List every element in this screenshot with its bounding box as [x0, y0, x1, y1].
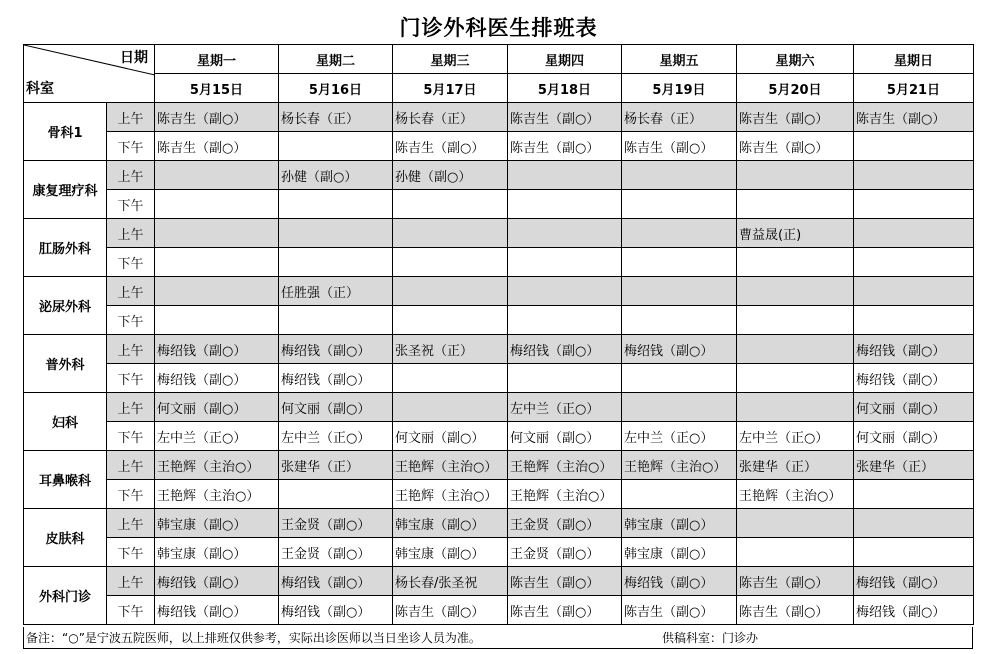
- schedule-cell: 梅绍钱（副○）: [155, 364, 279, 393]
- day-header: 星期二: [279, 45, 393, 74]
- schedule-cell: 杨长春/张圣祝: [393, 567, 508, 596]
- schedule-cell: 梅绍钱（副○）: [854, 364, 974, 393]
- schedule-cell: 孙健（副○）: [393, 161, 508, 190]
- schedule-cell: [737, 393, 854, 422]
- schedule-cell: 左中兰（正○）: [155, 422, 279, 451]
- schedule-cell: [508, 161, 622, 190]
- schedule-cell: [622, 393, 737, 422]
- schedule-cell: [393, 393, 508, 422]
- department-name: 康复理疗科: [24, 161, 107, 219]
- schedule-row: [24, 538, 974, 567]
- schedule-cell: 杨长春（正）: [393, 103, 508, 132]
- department-name: 普外科: [24, 335, 107, 393]
- schedule-cell: [279, 132, 393, 161]
- schedule-cell: 张建华（正）: [737, 451, 854, 480]
- schedule-cell: [508, 306, 622, 335]
- schedule-cell: 梅绍钱（副○）: [279, 567, 393, 596]
- page-title: 门诊外科医生排班表: [399, 16, 598, 40]
- period-label: 下午: [107, 596, 155, 625]
- period-label: 下午: [107, 132, 155, 161]
- schedule-cell: [854, 306, 974, 335]
- schedule-cell: 张圣祝（正）: [393, 335, 508, 364]
- period-label: 下午: [107, 422, 155, 451]
- schedule-cell: 张建华（正）: [854, 451, 974, 480]
- date-header: 5月15日: [155, 74, 279, 103]
- schedule-cell: 陈吉生（副○）: [737, 103, 854, 132]
- schedule-cell: 梅绍钱（副○）: [622, 335, 737, 364]
- date-header: 5月21日: [854, 74, 974, 103]
- schedule-cell: 陈吉生（副○）: [393, 596, 508, 625]
- schedule-cell: [854, 480, 974, 509]
- schedule-row: [24, 190, 974, 219]
- schedule-cell: [393, 219, 508, 248]
- period-label: 上午: [107, 393, 155, 422]
- schedule-cell: 王艳辉（主治○）: [508, 451, 622, 480]
- schedule-row: [24, 364, 974, 393]
- schedule-cell: 何文丽（副○）: [508, 422, 622, 451]
- schedule-cell: 梅绍钱（副○）: [508, 335, 622, 364]
- schedule-cell: 陈吉生（副○）: [508, 567, 622, 596]
- schedule-cell: [155, 219, 279, 248]
- schedule-cell: [737, 335, 854, 364]
- schedule-cell: [155, 277, 279, 306]
- schedule-cell: 王艳辉（主治○）: [155, 451, 279, 480]
- schedule-cell: [155, 190, 279, 219]
- schedule-cell: [737, 538, 854, 567]
- schedule-cell: [279, 480, 393, 509]
- day-header: 星期一: [155, 45, 279, 74]
- date-header: 5月16日: [279, 74, 393, 103]
- schedule-cell: 梅绍钱（副○）: [155, 335, 279, 364]
- period-label: 上午: [107, 103, 155, 132]
- schedule-cell: 左中兰（正○）: [622, 422, 737, 451]
- period-label: 下午: [107, 306, 155, 335]
- schedule-cell: [854, 161, 974, 190]
- schedule-cell: 陈吉生（副○）: [622, 132, 737, 161]
- date-header: 5月19日: [622, 74, 737, 103]
- schedule-cell: [737, 509, 854, 538]
- schedule-cell: 陈吉生（副○）: [508, 132, 622, 161]
- department-name: 妇科: [24, 393, 107, 451]
- schedule-cell: 陈吉生（副○）: [508, 596, 622, 625]
- schedule-row: [24, 596, 974, 625]
- schedule-row: [24, 306, 974, 335]
- schedule-row: [24, 451, 974, 480]
- schedule-row: [24, 219, 974, 248]
- date-header: 5月20日: [737, 74, 854, 103]
- schedule-cell: [737, 364, 854, 393]
- schedule-cell: 王艳辉（主治○）: [737, 480, 854, 509]
- schedule-cell: 何文丽（副○）: [854, 393, 974, 422]
- schedule-row: [24, 393, 974, 422]
- schedule-cell: [393, 190, 508, 219]
- schedule-row: [24, 277, 974, 306]
- schedule-cell: 王金贤（副○）: [508, 538, 622, 567]
- header-row-days: [24, 45, 974, 74]
- schedule-cell: 何文丽（副○）: [854, 422, 974, 451]
- schedule-cell: [622, 161, 737, 190]
- schedule-cell: 何文丽（副○）: [279, 393, 393, 422]
- schedule-cell: [854, 132, 974, 161]
- schedule-cell: 王艳辉（主治○）: [393, 451, 508, 480]
- schedule-row: [24, 480, 974, 509]
- schedule-cell: [622, 364, 737, 393]
- date-header: 5月17日: [393, 74, 508, 103]
- schedule-cell: [279, 190, 393, 219]
- schedule-cell: 王艳辉（主治○）: [155, 480, 279, 509]
- schedule-cell: [155, 306, 279, 335]
- schedule-cell: 陈吉生（副○）: [508, 103, 622, 132]
- schedule-cell: 左中兰（正○）: [279, 422, 393, 451]
- date-header: 5月18日: [508, 74, 622, 103]
- schedule-cell: 陈吉生（副○）: [155, 103, 279, 132]
- schedule-cell: 王艳辉（主治○）: [622, 451, 737, 480]
- schedule-cell: 孙健（副○）: [279, 161, 393, 190]
- schedule-cell: 韩宝康（副○）: [393, 509, 508, 538]
- schedule-cell: [737, 190, 854, 219]
- period-label: 上午: [107, 451, 155, 480]
- schedule-cell: 王艳辉（主治○）: [393, 480, 508, 509]
- schedule-cell: [393, 277, 508, 306]
- schedule-row: [24, 103, 974, 132]
- department-name: 骨科1: [24, 103, 107, 161]
- footer-note: 备注：“○”是宁波五院医师，以上排班仅供参考，实际出诊医师以当日坐诊人员为准。: [26, 631, 481, 645]
- schedule-cell: 王金贤（副○）: [279, 509, 393, 538]
- period-label: 上午: [107, 567, 155, 596]
- schedule-cell: 陈吉生（副○）: [737, 567, 854, 596]
- schedule-cell: 陈吉生（副○）: [854, 103, 974, 132]
- schedule-cell: [508, 190, 622, 219]
- schedule-cell: [854, 538, 974, 567]
- schedule-cell: 曹益晟(正): [737, 219, 854, 248]
- period-label: 下午: [107, 538, 155, 567]
- schedule-cell: [854, 190, 974, 219]
- day-header: 星期六: [737, 45, 854, 74]
- department-name: 泌尿外科: [24, 277, 107, 335]
- schedule-cell: [393, 248, 508, 277]
- schedule-cell: [279, 248, 393, 277]
- schedule-cell: [508, 277, 622, 306]
- period-label: 上午: [107, 509, 155, 538]
- period-label: 上午: [107, 277, 155, 306]
- schedule-cell: [508, 364, 622, 393]
- schedule-cell: 梅绍钱（副○）: [279, 335, 393, 364]
- schedule-row: [24, 509, 974, 538]
- period-label: 上午: [107, 219, 155, 248]
- schedule-cell: 韩宝康（副○）: [155, 509, 279, 538]
- schedule-cell: [279, 306, 393, 335]
- day-header: 星期五: [622, 45, 737, 74]
- schedule-cell: [279, 219, 393, 248]
- corner-dept-label: 科室: [26, 81, 54, 97]
- schedule-row: [24, 161, 974, 190]
- footer-supplier: 供稿科室：门诊办: [662, 631, 759, 645]
- schedule-cell: 陈吉生（副○）: [393, 132, 508, 161]
- period-label: 下午: [107, 364, 155, 393]
- schedule-cell: 王金贤（副○）: [279, 538, 393, 567]
- schedule-cell: 陈吉生（副○）: [155, 132, 279, 161]
- period-label: 上午: [107, 335, 155, 364]
- schedule-cell: 任胜强（正）: [279, 277, 393, 306]
- department-name: 耳鼻喉科: [24, 451, 107, 509]
- schedule-cell: [508, 248, 622, 277]
- schedule-cell: 梅绍钱（副○）: [155, 596, 279, 625]
- schedule-cell: [622, 248, 737, 277]
- schedule-cell: [622, 306, 737, 335]
- department-name: 皮肤科: [24, 509, 107, 567]
- schedule-cell: 何文丽（副○）: [393, 422, 508, 451]
- schedule-cell: [155, 161, 279, 190]
- schedule-cell: [854, 509, 974, 538]
- schedule-row: [24, 335, 974, 364]
- schedule-cell: [854, 219, 974, 248]
- schedule-cell: 陈吉生（副○）: [622, 596, 737, 625]
- schedule-cell: 韩宝康（副○）: [622, 509, 737, 538]
- header-row-dates: [24, 74, 974, 103]
- schedule-cell: [854, 277, 974, 306]
- schedule-cell: 陈吉生（副○）: [737, 596, 854, 625]
- schedule-cell: 梅绍钱（副○）: [854, 596, 974, 625]
- schedule-cell: 梅绍钱（副○）: [854, 335, 974, 364]
- schedule-cell: 梅绍钱（副○）: [854, 567, 974, 596]
- schedule-cell: [622, 219, 737, 248]
- corner-header: [24, 45, 155, 103]
- schedule-cell: 梅绍钱（副○）: [279, 596, 393, 625]
- day-header: 星期三: [393, 45, 508, 74]
- schedule-cell: [737, 161, 854, 190]
- footer-note-bar: [23, 627, 973, 649]
- department-name: 外科门诊: [24, 567, 107, 625]
- schedule-cell: [155, 248, 279, 277]
- schedule-row: [24, 248, 974, 277]
- period-label: 上午: [107, 161, 155, 190]
- schedule-table: [23, 44, 974, 625]
- schedule-cell: 杨长春（正）: [622, 103, 737, 132]
- schedule-cell: 韩宝康（副○）: [393, 538, 508, 567]
- schedule-cell: [737, 277, 854, 306]
- schedule-row: [24, 132, 974, 161]
- schedule-cell: [393, 364, 508, 393]
- schedule-cell: 何文丽（副○）: [155, 393, 279, 422]
- schedule-cell: [854, 248, 974, 277]
- schedule-cell: [622, 190, 737, 219]
- schedule-cell: 梅绍钱（副○）: [622, 567, 737, 596]
- schedule-cell: 韩宝康（副○）: [622, 538, 737, 567]
- schedule-cell: 梅绍钱（副○）: [155, 567, 279, 596]
- schedule-cell: [622, 480, 737, 509]
- schedule-cell: [508, 219, 622, 248]
- period-label: 下午: [107, 480, 155, 509]
- schedule-cell: 杨长春（正）: [279, 103, 393, 132]
- schedule-cell: [622, 277, 737, 306]
- day-header: 星期四: [508, 45, 622, 74]
- schedule-cell: 王金贤（副○）: [508, 509, 622, 538]
- schedule-row: [24, 567, 974, 596]
- schedule-row: [24, 422, 974, 451]
- department-name: 肛肠外科: [24, 219, 107, 277]
- schedule-cell: 王艳辉（主治○）: [508, 480, 622, 509]
- schedule-cell: [393, 306, 508, 335]
- period-label: 下午: [107, 248, 155, 277]
- schedule-cell: 左中兰（正○）: [508, 393, 622, 422]
- period-label: 下午: [107, 190, 155, 219]
- schedule-cell: 梅绍钱（副○）: [279, 364, 393, 393]
- schedule-cell: 韩宝康（副○）: [155, 538, 279, 567]
- schedule-cell: 张建华（正）: [279, 451, 393, 480]
- corner-date-label: 日期: [120, 50, 148, 66]
- schedule-cell: [737, 306, 854, 335]
- schedule-cell: [737, 248, 854, 277]
- day-header: 星期日: [854, 45, 974, 74]
- schedule-cell: 左中兰（正○）: [737, 422, 854, 451]
- schedule-cell: 陈吉生（副○）: [737, 132, 854, 161]
